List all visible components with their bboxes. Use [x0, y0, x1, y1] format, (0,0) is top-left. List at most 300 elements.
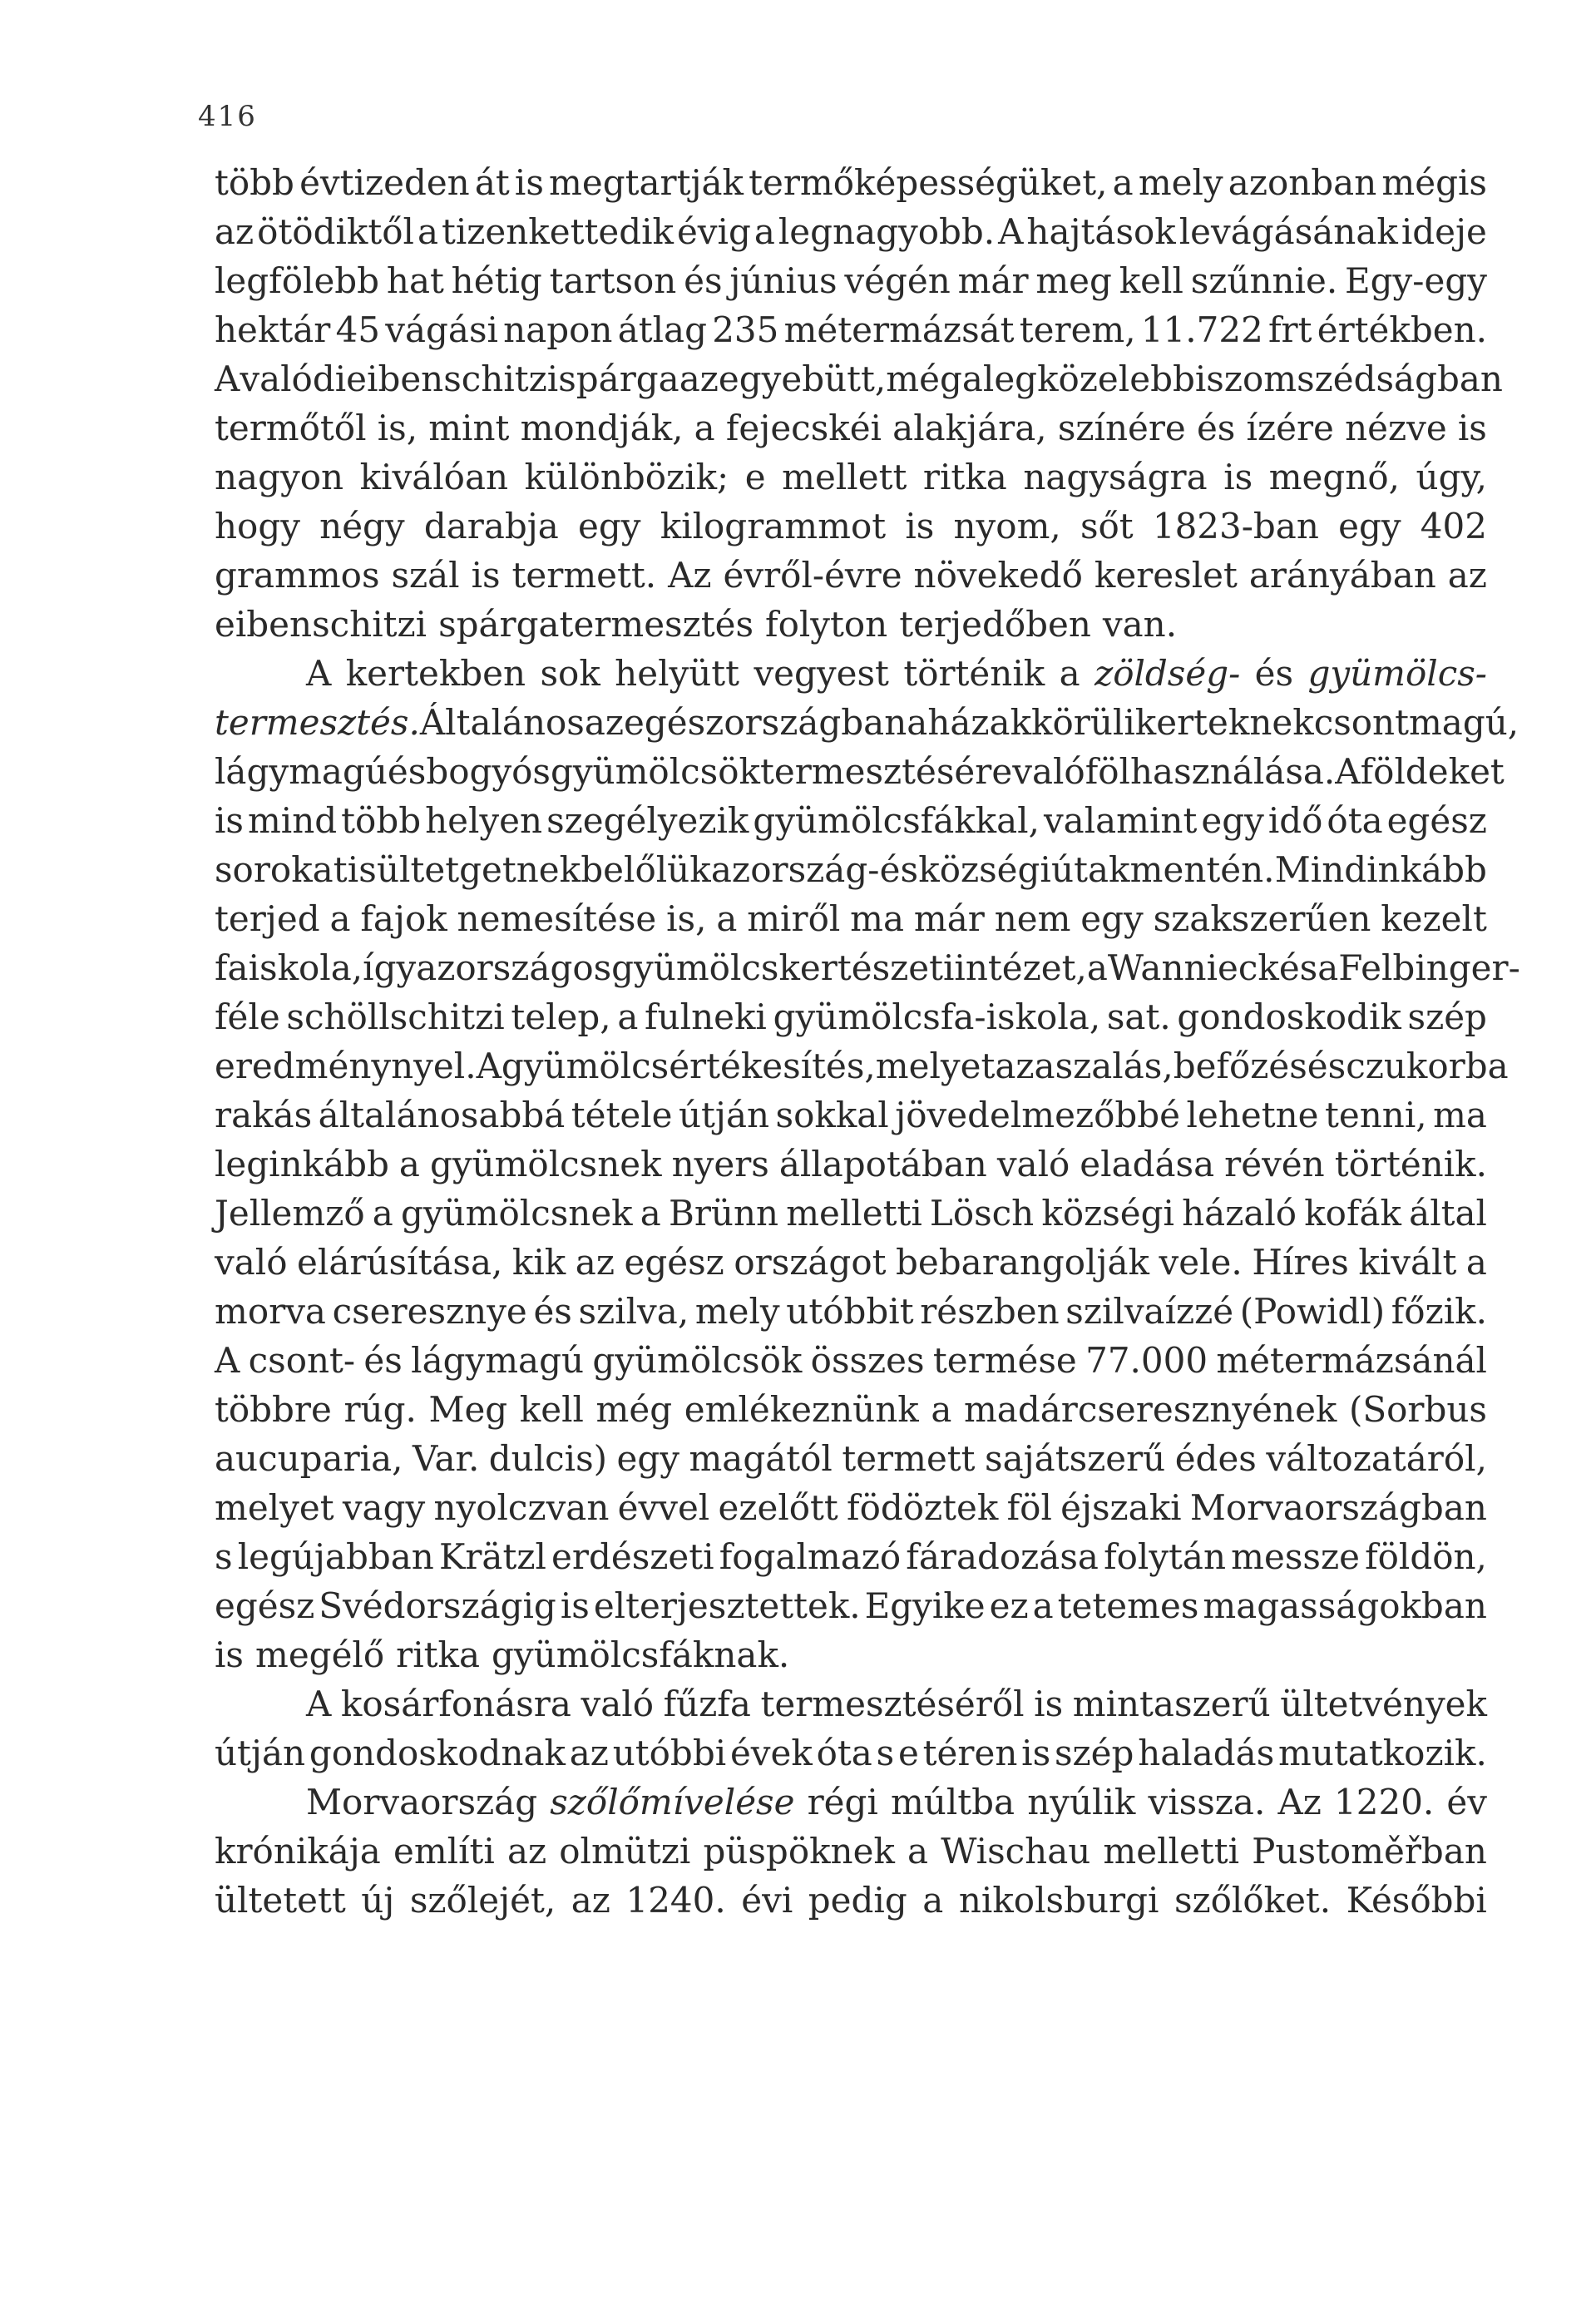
word: termett. [511, 555, 657, 596]
word: ez [989, 1585, 1029, 1626]
word: is [471, 555, 501, 596]
text-line [215, 1630, 1487, 1679]
word: (Sorbus [1348, 1389, 1487, 1430]
word: arányában [1248, 555, 1436, 596]
word: terem, [1019, 309, 1136, 350]
word: szőlejét, [409, 1880, 556, 1921]
word: Felbinger- [1338, 947, 1520, 988]
word: a [1112, 162, 1134, 203]
word: az [575, 1242, 615, 1283]
word: új [361, 1880, 395, 1921]
word: mégis [1381, 162, 1487, 203]
word: az [506, 1831, 547, 1872]
word: téren [922, 1733, 1018, 1773]
word: változatáról, [1266, 1438, 1487, 1479]
word: 1220. [1334, 1782, 1435, 1822]
text-line [215, 1876, 1487, 1925]
text-line [215, 992, 1487, 1041]
word: a [931, 1389, 952, 1430]
word: helyen [425, 800, 543, 841]
word: évtizeden [299, 162, 470, 203]
word: kosárfonásra [340, 1684, 571, 1724]
text-line [215, 796, 1487, 845]
word: faiskola, [215, 947, 363, 988]
word: mondják, [520, 408, 684, 448]
word: gyümölcsfákkal, [753, 800, 1040, 841]
word: czukorba [1346, 1046, 1509, 1086]
word: vágási [385, 309, 498, 350]
word: nem [994, 898, 1071, 939]
word: történik. [1334, 1144, 1487, 1184]
word: az [679, 358, 719, 399]
word: fogalmazó [719, 1536, 902, 1577]
word: befőzés [1173, 1046, 1307, 1086]
word: községi [918, 849, 1051, 890]
word: és [1196, 408, 1236, 448]
word: így [363, 947, 417, 988]
word: a [372, 1193, 393, 1234]
word: a [1059, 653, 1080, 694]
word: spárgatermesztés [438, 604, 754, 645]
word: a [716, 898, 738, 939]
word: szegélyezik [546, 800, 749, 841]
word: gyümölcskertészeti [611, 947, 955, 988]
word: termőképességüket, [749, 162, 1108, 203]
word: nikolsburgi [958, 1880, 1159, 1921]
word: szép [1407, 996, 1487, 1037]
word: melyet [875, 1046, 996, 1086]
word: legnagyobb. [778, 211, 996, 252]
word: egész [1386, 800, 1487, 841]
word: mellett [782, 457, 907, 497]
word: a [640, 1193, 661, 1234]
text-line [215, 403, 1487, 452]
word: a [907, 1831, 929, 1872]
word: ritka [396, 1634, 481, 1675]
word: évi [741, 1880, 793, 1921]
word: mentén. [1129, 849, 1275, 890]
word: évek [729, 1733, 813, 1773]
word: a [398, 1144, 420, 1184]
word: a [1032, 1585, 1054, 1626]
word: Var. [412, 1438, 480, 1479]
word: Krätzl [438, 1536, 546, 1577]
word: egy [578, 506, 641, 546]
word: kertekben [345, 653, 526, 694]
word: útak [1051, 849, 1130, 890]
text-line [215, 747, 1505, 796]
word: terjedőben [899, 604, 1091, 645]
word: és [1307, 1046, 1346, 1086]
word: útján [679, 1095, 770, 1135]
word: nagyon [215, 457, 344, 497]
word: a [922, 1880, 944, 1921]
word: fulneki [645, 996, 767, 1037]
word: meg [1035, 260, 1112, 301]
word: lágymagú [215, 751, 388, 792]
word: termesztéséről [760, 1684, 1025, 1724]
word: főzik. [1391, 1291, 1487, 1332]
word: szilvaízzé [1065, 1291, 1234, 1332]
word: és [387, 751, 427, 792]
word: nagyságra [1023, 457, 1208, 497]
word: is [514, 162, 544, 203]
word: múltba [890, 1782, 1015, 1822]
word: Későbbi [1346, 1880, 1487, 1921]
word: évig [676, 211, 751, 252]
word: gyümölcs- [1307, 653, 1487, 694]
word: az [1447, 555, 1487, 596]
word: A [215, 1340, 240, 1381]
word: való [996, 1144, 1070, 1184]
word: ültetett [215, 1880, 346, 1921]
word: kell [1119, 260, 1183, 301]
word: kiválóan [359, 457, 509, 497]
word: községi [1041, 1193, 1174, 1234]
word: házak [927, 702, 1032, 743]
word: idő [1267, 800, 1323, 841]
text-line [215, 158, 1487, 207]
word: fejecskéi [725, 408, 882, 448]
word: s [215, 1536, 233, 1577]
word: ma [850, 898, 905, 939]
text-line [215, 1041, 1509, 1090]
word: sajátszerű [985, 1438, 1166, 1479]
word: szőlőket. [1174, 1880, 1332, 1921]
word: vegyest [754, 653, 889, 694]
word: is, [666, 898, 707, 939]
word: egy [1201, 800, 1264, 841]
word: folyton [765, 604, 888, 645]
word: 402 [1420, 506, 1487, 546]
word: évvel [617, 1487, 710, 1528]
word: az [416, 947, 456, 988]
word: lehetne [1186, 1095, 1319, 1135]
word: madárcseresznyének [963, 1389, 1337, 1430]
word: melletti [1103, 1831, 1240, 1872]
text-line [215, 1189, 1487, 1238]
word: Brünn [668, 1193, 779, 1234]
word: telep, [511, 996, 611, 1037]
word: szál [391, 555, 460, 596]
word: grammos [215, 555, 380, 596]
word: termőtől [215, 408, 367, 448]
word: A [1335, 751, 1361, 792]
word: A [306, 653, 332, 694]
word: napon [503, 309, 613, 350]
word: szép [1054, 1733, 1134, 1773]
word: nemesítése [457, 898, 657, 939]
word: házaló [1182, 1193, 1297, 1234]
word: püspöknek [703, 1831, 895, 1872]
word: Híres [1252, 1242, 1349, 1283]
word: egyebütt, [718, 358, 887, 399]
word: fűzfa [663, 1684, 751, 1724]
word: olmützi [559, 1831, 691, 1872]
word: tizenkettedik [441, 211, 674, 252]
word: emlékeznünk [684, 1389, 919, 1430]
word: legközelebbi [982, 358, 1207, 399]
text-line [215, 1827, 1487, 1876]
word: egész [624, 1242, 724, 1283]
word: intézet, [954, 947, 1087, 988]
word: óta [816, 1733, 872, 1773]
word: A [476, 1046, 502, 1086]
word: gondoskodnak [309, 1733, 566, 1773]
word: hogy [215, 506, 300, 546]
word: fajok [360, 898, 447, 939]
word: mint [428, 408, 510, 448]
word: az [584, 702, 625, 743]
word: erdészeti [551, 1536, 714, 1577]
word: is [1457, 408, 1487, 448]
word: métermázsát [783, 309, 1015, 350]
word: az [710, 849, 751, 890]
word: 11.722 [1140, 309, 1263, 350]
word: úgy, [1416, 457, 1487, 497]
word: pedig [808, 1880, 907, 1921]
word: színére [1057, 408, 1186, 448]
word: négy [319, 506, 405, 546]
word: a [907, 702, 928, 743]
word: való [581, 1684, 654, 1724]
word: földeket [1360, 751, 1505, 792]
word: is [1021, 1733, 1051, 1773]
word: szőlőmívelése [550, 1782, 795, 1822]
word: való [215, 1242, 288, 1283]
word: vissza. [1148, 1782, 1266, 1822]
word: csont- [248, 1340, 356, 1381]
word: a [1086, 947, 1108, 988]
word: a [417, 211, 438, 252]
word: év [1446, 1782, 1487, 1822]
word: is [905, 506, 935, 546]
text-line [215, 845, 1487, 894]
word: országos [455, 947, 612, 988]
word: magától [689, 1438, 833, 1479]
word: 1240. [625, 1880, 726, 1921]
word: azonban [1228, 162, 1377, 203]
word: sat. [1106, 996, 1171, 1037]
word: spárga [558, 358, 679, 399]
word: bebarangolják [896, 1242, 1149, 1283]
word: melletti [786, 1193, 922, 1234]
word: mely [694, 1291, 780, 1332]
word: megélő [255, 1634, 385, 1675]
word: lágymagú [411, 1340, 585, 1381]
text-line [215, 1336, 1487, 1385]
word: ritka [922, 457, 1007, 497]
word: is [560, 1585, 590, 1626]
word: A [998, 211, 1024, 252]
word: több [215, 162, 294, 203]
word: eibenschitzi [215, 604, 427, 645]
word: kezelt [1381, 898, 1487, 939]
text-line [215, 1385, 1487, 1434]
word: a [694, 408, 715, 448]
word: Svédországig [319, 1585, 556, 1626]
word: helyütt [615, 653, 740, 694]
word: kilogrammot [660, 506, 887, 546]
word: gyümölcsfa-iskola, [773, 996, 1101, 1037]
word: egész [215, 1585, 315, 1626]
word: Általános [419, 702, 585, 743]
word: morva [215, 1291, 326, 1332]
word: melyet [215, 1487, 334, 1528]
word: szakszerűen [1153, 898, 1371, 939]
word: értékben. [1317, 309, 1487, 350]
word: egy [1338, 506, 1401, 546]
word: terjed [215, 898, 320, 939]
word: többre [215, 1389, 332, 1430]
word: csontmagú, [1313, 702, 1519, 743]
word: már [957, 260, 1029, 301]
word: megtartják [549, 162, 744, 203]
text-line [215, 1483, 1487, 1532]
word: ma [1433, 1095, 1487, 1135]
text-line [215, 1532, 1487, 1581]
word: még [595, 1389, 673, 1430]
word: részben [920, 1291, 1060, 1332]
word: cseresznye [332, 1291, 527, 1332]
word: is [215, 800, 244, 841]
word: utóbbit [786, 1291, 914, 1332]
word: édes [1174, 1438, 1257, 1479]
word: a [961, 358, 983, 399]
word: 77.000 [1085, 1340, 1208, 1381]
word: eredménynyel. [215, 1046, 477, 1086]
text-line [215, 1238, 1487, 1287]
word: mintaszerű [1072, 1684, 1271, 1724]
word: révén [1224, 1144, 1325, 1184]
word: történik [903, 653, 1045, 694]
word: ízére [1246, 408, 1334, 448]
word: Mindinkább [1274, 849, 1487, 890]
word: gyümölcsfáknak. [492, 1634, 790, 1675]
word: darabja [423, 506, 559, 546]
word: körüli [1031, 702, 1135, 743]
word: és [1278, 947, 1318, 988]
word: Lösch [929, 1193, 1035, 1234]
text-line [215, 1728, 1487, 1778]
word: legújabban [237, 1536, 434, 1577]
word: is [1034, 1684, 1064, 1724]
word: valamint [1043, 800, 1198, 841]
text-line [215, 452, 1487, 502]
text-line [215, 256, 1487, 305]
text-line [215, 207, 1487, 256]
word: termesztés. [215, 702, 420, 743]
word: gondoskodik [1177, 996, 1401, 1037]
text-line [215, 502, 1487, 551]
word: ideje [1401, 211, 1487, 252]
word: országot [734, 1242, 887, 1283]
word: levágásának [1178, 211, 1398, 252]
word: a [1465, 1242, 1487, 1283]
word: és [533, 1291, 572, 1332]
text-line [215, 1434, 1487, 1483]
body-text [215, 158, 1520, 1925]
word: sok [540, 653, 600, 694]
word: 1823-ban [1152, 506, 1319, 546]
word: a [1317, 947, 1339, 988]
text-line [215, 1778, 1487, 1827]
word: szűnnie. [1190, 260, 1338, 301]
word: Wannieck [1107, 947, 1279, 988]
word: tétele [571, 1095, 673, 1135]
word: 235 [712, 309, 779, 350]
word: zöldség- [1094, 653, 1241, 694]
word: nyolczvan [433, 1487, 610, 1528]
word: említi [393, 1831, 495, 1872]
word: tartson [549, 260, 677, 301]
word: Egyike [864, 1585, 986, 1626]
word: Pustoměřban [1252, 1831, 1487, 1872]
word: A [215, 358, 240, 399]
word: által [1409, 1193, 1487, 1234]
word: különbözik; [524, 457, 729, 497]
word: leginkább [215, 1144, 389, 1184]
word: gyümölcsnek [400, 1193, 633, 1234]
word: termesztésére [759, 751, 1013, 792]
word: ültetvények [1280, 1684, 1487, 1724]
word: utóbbi [612, 1733, 727, 1773]
word: át [474, 162, 510, 203]
word: június [729, 260, 838, 301]
text-line [215, 1090, 1487, 1140]
word: legfölebb [215, 260, 380, 301]
word: állapotában [778, 1144, 987, 1184]
word: e [898, 1733, 919, 1773]
word: alakjára, [892, 408, 1047, 448]
word: földön, [1365, 1536, 1487, 1577]
word: termése [932, 1340, 1077, 1381]
word: több [341, 800, 422, 841]
word: ültetgetnek [376, 849, 581, 890]
word: szomszédságban [1206, 358, 1503, 399]
word: országban [724, 702, 907, 743]
word: útján [215, 1733, 306, 1773]
word: a [754, 211, 775, 252]
word: egy [1080, 898, 1144, 939]
word: általánosabbá [318, 1095, 566, 1135]
word: magasságokban [1203, 1585, 1487, 1626]
word: kell [519, 1389, 584, 1430]
word: kofák [1304, 1193, 1402, 1234]
word: az [995, 1046, 1035, 1086]
word: bogyós [426, 751, 551, 792]
word: folytán [1104, 1536, 1227, 1577]
word: sokkal [775, 1095, 889, 1135]
word: frt [1268, 309, 1312, 350]
word: kerteknek [1134, 702, 1314, 743]
word: schöllschitzi [286, 996, 505, 1037]
word: óta [1327, 800, 1383, 841]
word: hat [386, 260, 444, 301]
word: kereslet [1094, 555, 1238, 596]
word: hajtások [1026, 211, 1176, 252]
word: vele. [1159, 1242, 1243, 1283]
word: s [876, 1733, 895, 1773]
word: haladás [1138, 1733, 1275, 1773]
text-line [215, 1581, 1487, 1630]
word: sorokat [215, 849, 348, 890]
text-line [215, 305, 1487, 354]
word: ezelőtt [718, 1487, 838, 1528]
word: is [347, 849, 377, 890]
text-line [215, 551, 1487, 600]
text-line [215, 698, 1519, 747]
